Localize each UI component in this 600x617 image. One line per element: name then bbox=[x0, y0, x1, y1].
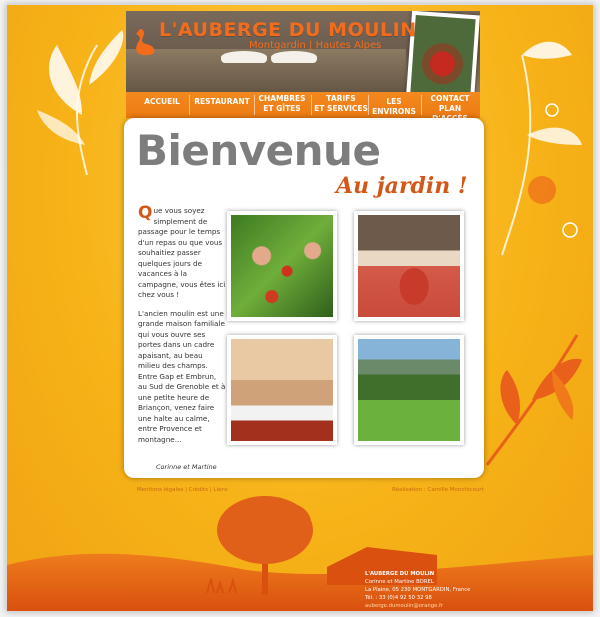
address-name: L'AUBERGE DU MOULIN bbox=[365, 571, 435, 577]
site-title[interactable]: L'AUBERGE DU MOULIN bbox=[159, 19, 417, 41]
nav-les-environs[interactable]: LES ENVIRONS bbox=[372, 97, 416, 116]
tomatoes-photo bbox=[406, 11, 480, 101]
orange-leaf-decoration-icon bbox=[477, 325, 587, 475]
nav-tarifs-services[interactable]: TARIFS ET SERVICES bbox=[314, 94, 368, 113]
umbrella-icon bbox=[221, 51, 267, 63]
intro-paragraph-1: ue vous soyez simplement de passage pour le temps d'un repas ou que vous souhaitiez passer quelques jours de vacances à la campagne, vous êtes ici chez vous ! bbox=[138, 206, 226, 299]
address-email-link[interactable]: auberge.dumoulin@orange.fr bbox=[365, 603, 444, 609]
intro-text bbox=[138, 203, 226, 453]
nav-chambres-gites[interactable]: CHAMBRES ET GÎTES bbox=[258, 94, 306, 113]
content-card bbox=[124, 118, 484, 478]
umbrella-icon bbox=[271, 51, 317, 63]
contact-address bbox=[365, 570, 470, 610]
footer-credits[interactable]: Réalisation : Camille Monchicourt bbox=[392, 487, 484, 493]
address-owners: Corinne et Martine BOREL bbox=[365, 579, 434, 585]
footer-legal-links[interactable]: Mentions légales | Crédits | Liens bbox=[137, 487, 228, 493]
photo-garden-lawn[interactable] bbox=[354, 335, 464, 445]
signature: Corinne et Martine bbox=[156, 463, 217, 471]
photo-dining-table[interactable] bbox=[354, 211, 464, 321]
main-nav bbox=[126, 92, 480, 118]
dropcap: Q bbox=[138, 203, 153, 223]
address-phone: Tél. : 33 (0)4 92 50 32 98 bbox=[365, 595, 432, 601]
nav-accueil[interactable]: ACCUEIL bbox=[144, 97, 180, 106]
page-title: Bienvenue bbox=[136, 126, 381, 175]
goose-logo-icon bbox=[132, 27, 158, 57]
leaf-decoration-icon bbox=[27, 25, 137, 185]
page-frame bbox=[6, 4, 594, 612]
intro-paragraph-2: L'ancien moulin est une grande maison familiale qui vous ouvre ses portes dans un cadre apaisant, au beau milieu des champs. Entre Gap et Embrun, au Sud de Grenoble et à une petite heure de Briançon, venez faire une halte au calme, entre Provence et montagne... bbox=[138, 308, 226, 444]
nav-restaurant[interactable]: RESTAURANT bbox=[194, 97, 250, 106]
nav-contact-plan[interactable]: CONTACT PLAN bbox=[430, 94, 470, 113]
address-street: La Plaine, 05 230 MONTGARDIN, France bbox=[365, 587, 471, 593]
page-tagline: Au jardin ! bbox=[336, 173, 468, 199]
flower-decoration-icon bbox=[482, 15, 592, 265]
photo-bedroom[interactable] bbox=[227, 335, 337, 445]
photo-garden-tomatoes[interactable] bbox=[227, 211, 337, 321]
site-subtitle: Montgardin | Hautes Alpes bbox=[249, 40, 382, 51]
landscape-silhouette-icon bbox=[7, 475, 593, 611]
